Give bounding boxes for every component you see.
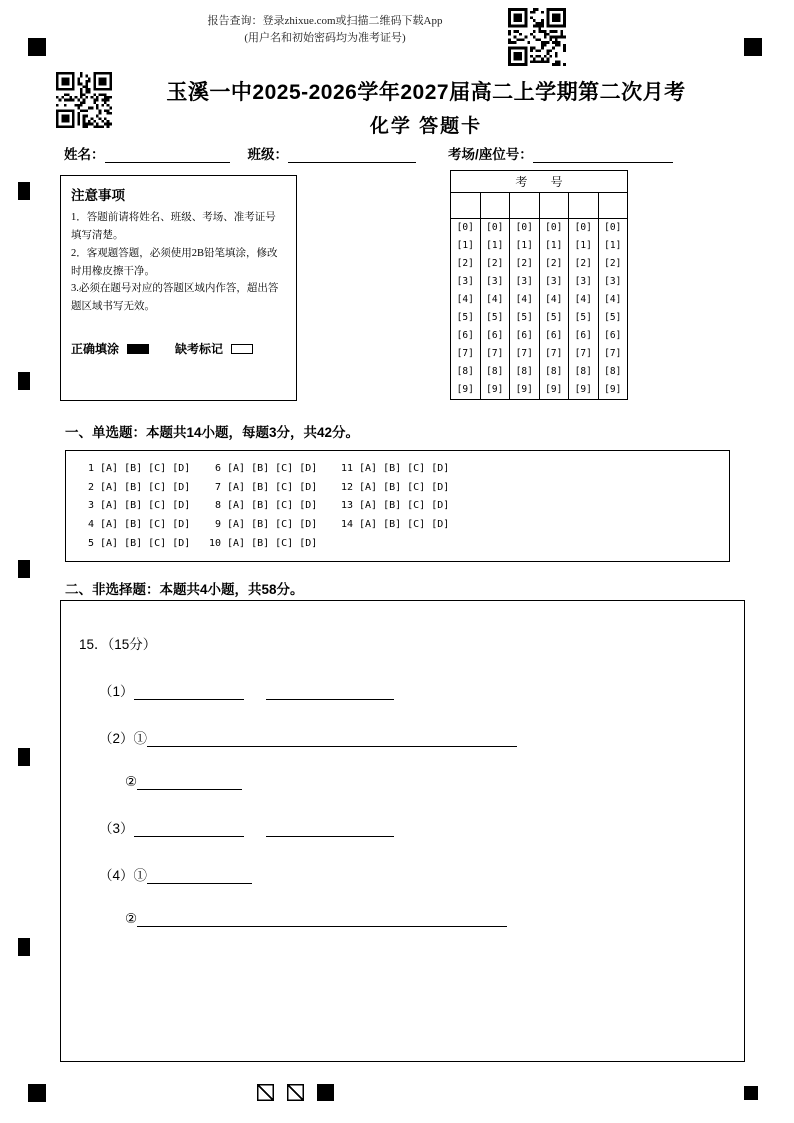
digit-bubble[interactable]: [3] bbox=[486, 276, 504, 287]
option-bubble[interactable]: [D] bbox=[172, 500, 191, 512]
digit-bubble[interactable]: [7] bbox=[456, 348, 474, 359]
registration-mark-top-right bbox=[744, 38, 762, 56]
single-choice-answer-box bbox=[65, 450, 730, 562]
digit-bubble[interactable]: [9] bbox=[456, 384, 474, 395]
option-bubble[interactable]: [B] bbox=[251, 519, 270, 531]
question-number: 7 bbox=[214, 481, 221, 493]
q15-part-1 bbox=[99, 680, 744, 700]
edge-mark-left-3 bbox=[18, 560, 30, 578]
digit-bubble[interactable]: [2] bbox=[515, 258, 533, 269]
question-number: 1 bbox=[87, 462, 94, 474]
correct-fill-sample bbox=[127, 344, 149, 354]
answer-row bbox=[79, 534, 196, 553]
digit-bubble[interactable]: [1] bbox=[545, 240, 563, 251]
option-bubble[interactable]: [B] bbox=[124, 500, 143, 512]
digit-bubble[interactable]: [2] bbox=[604, 258, 622, 269]
option-bubble[interactable]: [D] bbox=[299, 500, 318, 512]
digit-bubble[interactable]: [6] bbox=[515, 330, 533, 341]
diagonal-mark-icon bbox=[287, 1084, 304, 1101]
exam-number-column bbox=[540, 193, 570, 399]
digit-bubble[interactable]: [4] bbox=[486, 294, 504, 305]
option-bubble[interactable]: [C] bbox=[407, 481, 426, 493]
name-field[interactable] bbox=[105, 146, 230, 163]
option-bubble[interactable]: [D] bbox=[172, 519, 191, 531]
notice-title: 注意事项 bbox=[71, 188, 125, 203]
exam-number-write-cell[interactable] bbox=[599, 193, 628, 219]
exam-number-column bbox=[599, 193, 628, 399]
class-field[interactable] bbox=[288, 146, 416, 163]
exam-number-write-cell[interactable] bbox=[481, 193, 510, 219]
option-bubble[interactable]: [B] bbox=[383, 481, 402, 493]
answer-row bbox=[338, 515, 455, 534]
exam-number-header: 考 号 bbox=[451, 171, 627, 193]
option-bubble[interactable]: [A] bbox=[359, 500, 378, 512]
free-response-box bbox=[60, 600, 745, 1062]
option-bubble[interactable]: [B] bbox=[124, 519, 143, 531]
digit-bubble[interactable]: [5] bbox=[574, 312, 592, 323]
absent-mark-label: 缺考标记 bbox=[175, 342, 224, 357]
option-bubble[interactable]: [A] bbox=[100, 538, 119, 550]
digit-bubble[interactable]: [6] bbox=[545, 330, 563, 341]
digit-bubble[interactable]: [0] bbox=[486, 222, 504, 233]
digit-bubble[interactable]: [0] bbox=[574, 222, 592, 233]
digit-bubble[interactable]: [6] bbox=[456, 330, 474, 341]
absent-mark-sample bbox=[231, 344, 253, 354]
q15-part-4b bbox=[125, 911, 744, 927]
part-4b-label: ② bbox=[125, 911, 138, 926]
part-4a-label: （4）① bbox=[99, 868, 148, 883]
digit-bubble[interactable]: [0] bbox=[604, 222, 622, 233]
option-bubble[interactable]: [B] bbox=[251, 462, 270, 474]
answer-row bbox=[79, 497, 196, 516]
registration-mark-top-left bbox=[28, 38, 46, 56]
option-bubble[interactable]: [A] bbox=[359, 462, 378, 474]
option-bubble[interactable]: [B] bbox=[251, 481, 270, 493]
option-bubble[interactable]: [C] bbox=[275, 500, 294, 512]
answer-row bbox=[79, 515, 196, 534]
q15-part-4a bbox=[99, 864, 744, 884]
digit-bubble[interactable]: [9] bbox=[604, 384, 622, 395]
question-number: 10 bbox=[208, 538, 221, 550]
answer-row bbox=[79, 459, 196, 478]
digit-bubble[interactable]: [1] bbox=[456, 240, 474, 251]
sheet-title bbox=[120, 76, 732, 138]
option-bubble[interactable]: [A] bbox=[100, 462, 119, 474]
question-number: 2 bbox=[87, 481, 94, 493]
registration-mark-bottom-right bbox=[744, 1086, 758, 1100]
option-bubble[interactable]: [A] bbox=[227, 519, 246, 531]
exam-title: 玉溪一中2025-2026学年2027届高二上学期第二次月考 bbox=[166, 81, 686, 104]
answer-row bbox=[338, 459, 455, 478]
solid-mark-icon bbox=[317, 1084, 334, 1101]
option-bubble[interactable]: [C] bbox=[148, 500, 167, 512]
report-note-text: (用户名和初始密码均为准考证号) bbox=[244, 32, 406, 45]
option-bubble[interactable]: [B] bbox=[124, 481, 143, 493]
answer-column-2 bbox=[206, 459, 323, 553]
digit-bubble[interactable]: [9] bbox=[486, 384, 504, 395]
notice-item-2: 2．客观题答题，必须使用2B铅笔填涂，修改时用橡皮擦干净。 bbox=[71, 247, 278, 277]
question-number: 11 bbox=[340, 462, 353, 474]
part-3-label: （3） bbox=[99, 821, 134, 836]
digit-bubble[interactable]: [4] bbox=[456, 294, 474, 305]
option-bubble[interactable]: [D] bbox=[431, 500, 450, 512]
digit-bubble[interactable]: [0] bbox=[515, 222, 533, 233]
notice-item-3: 3.必须在题号对应的答题区域内作答，超出答题区域书写无效。 bbox=[71, 283, 279, 313]
exam-number-column bbox=[569, 193, 599, 399]
exam-number-write-cell[interactable] bbox=[540, 193, 569, 219]
question-number: 13 bbox=[340, 500, 353, 512]
option-bubble[interactable]: [D] bbox=[172, 462, 191, 474]
question-number: 14 bbox=[340, 519, 353, 531]
digit-bubble[interactable]: [0] bbox=[456, 222, 474, 233]
digit-bubble[interactable]: [8] bbox=[604, 366, 622, 377]
option-bubble[interactable]: [D] bbox=[299, 481, 318, 493]
option-bubble[interactable]: [C] bbox=[148, 538, 167, 550]
bottom-timing-marks bbox=[257, 1084, 334, 1101]
option-bubble[interactable]: [C] bbox=[275, 538, 294, 550]
exam-number-column bbox=[510, 193, 540, 399]
option-bubble[interactable]: [C] bbox=[148, 481, 167, 493]
digit-bubble[interactable]: [4] bbox=[574, 294, 592, 305]
digit-bubble[interactable]: [8] bbox=[515, 366, 533, 377]
option-bubble[interactable]: [D] bbox=[431, 519, 450, 531]
option-bubble[interactable]: [A] bbox=[100, 500, 119, 512]
section1-heading: 一、单选题：本题共14小题，每题3分，共42分。 bbox=[65, 425, 360, 440]
option-bubble[interactable]: [D] bbox=[172, 481, 191, 493]
digit-bubble[interactable]: [3] bbox=[515, 276, 533, 287]
qr-code-sheet-id bbox=[56, 72, 112, 128]
digit-bubble[interactable]: [5] bbox=[456, 312, 474, 323]
notice-box bbox=[60, 175, 297, 401]
option-bubble[interactable]: [C] bbox=[275, 462, 294, 474]
option-bubble[interactable]: [D] bbox=[299, 462, 318, 474]
exam-number-write-cell[interactable] bbox=[451, 193, 480, 219]
option-bubble[interactable]: [A] bbox=[227, 462, 246, 474]
digit-bubble[interactable]: [2] bbox=[456, 258, 474, 269]
digit-bubble[interactable]: [3] bbox=[545, 276, 563, 287]
digit-bubble[interactable]: [2] bbox=[574, 258, 592, 269]
question-number: 6 bbox=[214, 462, 221, 474]
option-bubble[interactable]: [A] bbox=[359, 519, 378, 531]
digit-bubble[interactable]: [1] bbox=[486, 240, 504, 251]
option-bubble[interactable]: [B] bbox=[251, 538, 270, 550]
answer-blank[interactable] bbox=[266, 821, 394, 837]
subject-title: 化学 答题卡 bbox=[369, 116, 483, 137]
digit-bubble[interactable]: [2] bbox=[545, 258, 563, 269]
option-bubble[interactable]: [A] bbox=[227, 500, 246, 512]
option-bubble[interactable]: [A] bbox=[100, 481, 119, 493]
report-info bbox=[150, 13, 500, 47]
answer-blank[interactable] bbox=[134, 684, 244, 700]
answer-row bbox=[206, 497, 323, 516]
digit-bubble[interactable]: [7] bbox=[486, 348, 504, 359]
exam-number-write-cell[interactable] bbox=[510, 193, 539, 219]
answer-blank[interactable] bbox=[137, 911, 507, 927]
part-1-label: （1） bbox=[99, 684, 134, 699]
option-bubble[interactable]: [C] bbox=[148, 462, 167, 474]
answer-row bbox=[206, 534, 323, 553]
digit-bubble[interactable]: [7] bbox=[604, 348, 622, 359]
option-bubble[interactable]: [C] bbox=[407, 500, 426, 512]
question-number: 4 bbox=[87, 519, 94, 531]
digit-bubble[interactable]: [1] bbox=[515, 240, 533, 251]
digit-bubble[interactable]: [3] bbox=[574, 276, 592, 287]
digit-bubble[interactable]: [8] bbox=[574, 366, 592, 377]
qr-code-download-app bbox=[508, 8, 566, 66]
answer-blank[interactable] bbox=[147, 731, 517, 747]
report-query-text: 报告查询：登录zhixue.com或扫描二维码下载App bbox=[207, 15, 443, 27]
option-bubble[interactable]: [C] bbox=[407, 519, 426, 531]
registration-mark-bottom-left bbox=[28, 1084, 46, 1102]
answer-row bbox=[206, 459, 323, 478]
digit-bubble[interactable]: [4] bbox=[545, 294, 563, 305]
question-15-label: 15．（15分） bbox=[79, 637, 157, 652]
option-bubble[interactable]: [D] bbox=[431, 462, 450, 474]
digit-bubble[interactable]: [7] bbox=[545, 348, 563, 359]
digit-bubble[interactable]: [7] bbox=[515, 348, 533, 359]
answer-row bbox=[206, 478, 323, 497]
digit-bubble[interactable]: [6] bbox=[574, 330, 592, 341]
digit-bubble[interactable]: [3] bbox=[604, 276, 622, 287]
exam-number-table bbox=[450, 170, 628, 400]
option-bubble[interactable]: [D] bbox=[431, 481, 450, 493]
answer-row bbox=[338, 478, 455, 497]
digit-bubble[interactable]: [5] bbox=[515, 312, 533, 323]
q15-part-2b bbox=[125, 774, 744, 790]
answer-blank[interactable] bbox=[147, 868, 252, 884]
digit-bubble[interactable]: [3] bbox=[456, 276, 474, 287]
digit-bubble[interactable]: [4] bbox=[604, 294, 622, 305]
exam-number-column bbox=[481, 193, 511, 399]
student-info-row bbox=[64, 143, 673, 163]
digit-bubble[interactable]: [6] bbox=[604, 330, 622, 341]
digit-bubble[interactable]: [5] bbox=[604, 312, 622, 323]
option-bubble[interactable]: [D] bbox=[299, 519, 318, 531]
option-bubble[interactable]: [B] bbox=[124, 462, 143, 474]
answer-blank[interactable] bbox=[137, 774, 242, 790]
digit-bubble[interactable]: [1] bbox=[604, 240, 622, 251]
digit-bubble[interactable]: [2] bbox=[486, 258, 504, 269]
digit-bubble[interactable]: [8] bbox=[456, 366, 474, 377]
option-bubble[interactable]: [B] bbox=[383, 519, 402, 531]
digit-bubble[interactable]: [8] bbox=[486, 366, 504, 377]
option-bubble[interactable]: [C] bbox=[275, 481, 294, 493]
digit-bubble[interactable]: [4] bbox=[515, 294, 533, 305]
edge-mark-left-5 bbox=[18, 938, 30, 956]
diagonal-mark-icon bbox=[257, 1084, 274, 1101]
option-bubble[interactable]: [C] bbox=[148, 519, 167, 531]
answer-blank[interactable] bbox=[266, 684, 394, 700]
correct-fill-label: 正确填涂 bbox=[71, 342, 120, 357]
question-number: 12 bbox=[340, 481, 353, 493]
exam-number-digit-grid bbox=[451, 193, 627, 399]
answer-column-3 bbox=[338, 459, 455, 534]
digit-bubble[interactable]: [9] bbox=[515, 384, 533, 395]
seat-field[interactable] bbox=[533, 146, 673, 163]
edge-mark-left-2 bbox=[18, 372, 30, 390]
option-bubble[interactable]: [C] bbox=[275, 519, 294, 531]
digit-bubble[interactable]: [5] bbox=[545, 312, 563, 323]
option-bubble[interactable]: [A] bbox=[227, 481, 246, 493]
part-2b-label: ② bbox=[125, 774, 138, 789]
answer-row bbox=[338, 497, 455, 516]
edge-mark-left-1 bbox=[18, 182, 30, 200]
digit-bubble[interactable]: [9] bbox=[574, 384, 592, 395]
seat-label: 考场/座位号： bbox=[448, 147, 533, 162]
option-bubble[interactable]: [D] bbox=[299, 538, 318, 550]
option-bubble[interactable]: [B] bbox=[383, 462, 402, 474]
digit-bubble[interactable]: [0] bbox=[545, 222, 563, 233]
answer-row bbox=[206, 515, 323, 534]
digit-bubble[interactable]: [9] bbox=[545, 384, 563, 395]
option-bubble[interactable]: [C] bbox=[407, 462, 426, 474]
option-bubble[interactable]: [A] bbox=[100, 519, 119, 531]
option-bubble[interactable]: [A] bbox=[227, 538, 246, 550]
digit-bubble[interactable]: [5] bbox=[486, 312, 504, 323]
digit-bubble[interactable]: [1] bbox=[574, 240, 592, 251]
option-bubble[interactable]: [A] bbox=[359, 481, 378, 493]
marking-legend bbox=[71, 340, 286, 357]
option-bubble[interactable]: [B] bbox=[383, 500, 402, 512]
class-label: 班级： bbox=[247, 147, 288, 162]
answer-column-1 bbox=[79, 459, 196, 553]
option-bubble[interactable]: [D] bbox=[172, 538, 191, 550]
digit-bubble[interactable]: [7] bbox=[574, 348, 592, 359]
question-number: 3 bbox=[87, 500, 94, 512]
option-bubble[interactable]: [B] bbox=[251, 500, 270, 512]
question-number: 9 bbox=[214, 519, 221, 531]
question-number: 8 bbox=[214, 500, 221, 512]
option-bubble[interactable]: [B] bbox=[124, 538, 143, 550]
digit-bubble[interactable]: [6] bbox=[486, 330, 504, 341]
notice-item-1: 1．答题前请将姓名、班级、考场、准考证号填写清楚。 bbox=[71, 212, 276, 241]
exam-number-column bbox=[451, 193, 481, 399]
answer-row bbox=[79, 478, 196, 497]
section2-heading: 二、非选择题：本题共4小题，共58分。 bbox=[65, 582, 304, 597]
edge-mark-left-4 bbox=[18, 748, 30, 766]
digit-bubble[interactable]: [8] bbox=[545, 366, 563, 377]
part-2a-label: （2）① bbox=[99, 731, 148, 746]
name-label: 姓名： bbox=[64, 147, 105, 162]
q15-part-2a bbox=[99, 727, 744, 747]
q15-part-3 bbox=[99, 817, 744, 837]
answer-blank[interactable] bbox=[134, 821, 244, 837]
exam-number-write-cell[interactable] bbox=[569, 193, 598, 219]
question-number: 5 bbox=[87, 538, 94, 550]
